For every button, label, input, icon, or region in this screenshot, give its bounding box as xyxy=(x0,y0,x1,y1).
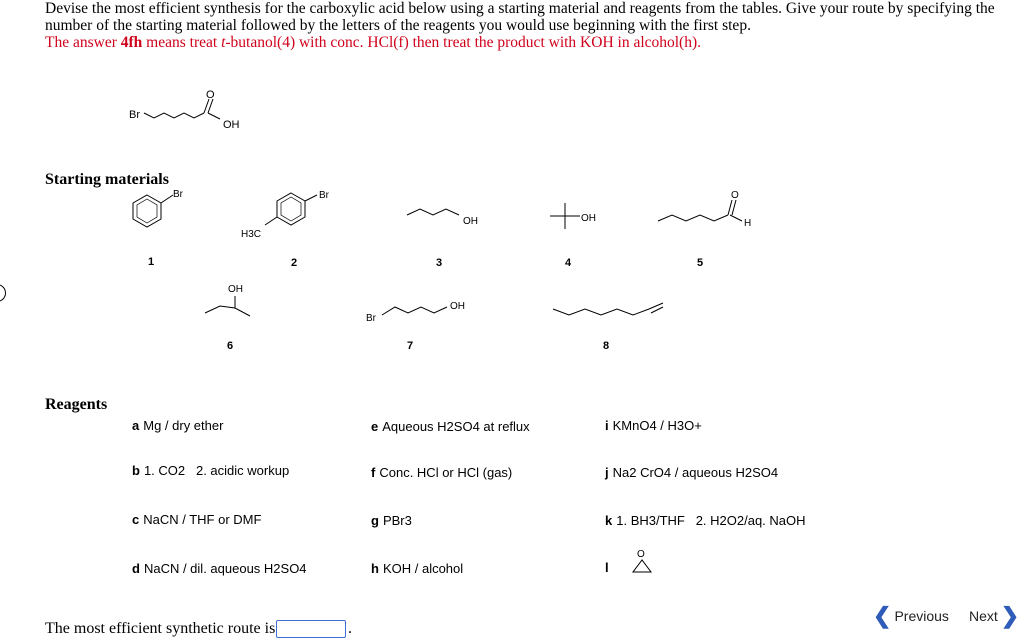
starting-materials-heading: Starting materials xyxy=(45,171,169,188)
previous-button[interactable] xyxy=(873,603,949,628)
sm3-oh-label: OH xyxy=(463,216,478,227)
reagent-d-text: NaCN / dil. aqueous H2SO4 xyxy=(143,561,307,576)
reagent-i-letter: i xyxy=(605,418,609,433)
reagent-l-letter: l xyxy=(605,560,609,575)
sm2-h3c-label: H3C xyxy=(241,229,262,240)
sm5-o-label: O xyxy=(731,190,739,201)
sm1-br-label: Br xyxy=(173,189,183,200)
answer-label: The most efficient synthetic route is xyxy=(45,620,276,637)
sm7-oh-label: OH xyxy=(450,301,465,312)
reagent-i-text: KMnO4 / H3O+ xyxy=(612,418,702,433)
reagent-g-text: PBr3 xyxy=(382,513,412,528)
example-prefix: The answer xyxy=(45,34,121,51)
reagent-c-text: NaCN / THF or DMF xyxy=(143,512,262,527)
question-prompt xyxy=(45,0,1005,51)
starting-material-5-number: 5 xyxy=(697,257,704,269)
starting-material-3-structure xyxy=(400,200,495,235)
starting-material-8-structure xyxy=(545,295,675,330)
reagent-b xyxy=(132,463,289,478)
reagent-h-text: KOH / alcohol xyxy=(382,561,464,576)
starting-material-2-structure xyxy=(235,185,345,245)
side-indicator xyxy=(0,284,6,302)
example-mid: means treat xyxy=(142,34,222,51)
example-suffix: -butanol(4) with conc. HCl(f) then treat the product with KOH in alcohol(h). xyxy=(225,34,702,51)
reagent-g-letter: g xyxy=(371,513,379,528)
starting-material-3-number: 3 xyxy=(436,257,443,269)
reagent-h xyxy=(371,561,463,576)
reagent-d-letter: d xyxy=(132,561,140,576)
example-italic: t xyxy=(221,34,226,51)
next-label: Next xyxy=(969,608,998,624)
target-molecule xyxy=(120,85,250,140)
reagent-k-text: 1. BH3/THF 2. H2O2/aq. NaOH xyxy=(616,513,806,528)
question-text: Devise the most efficient synthesis for the carboxylic acid below using a starting material and reagents from the tables. Give your route by specifying the number of the starting material followed by the letters of the reagents you would use beginning with the first step. xyxy=(45,0,995,34)
starting-material-1-number: 1 xyxy=(148,256,155,268)
reagents-heading: Reagents xyxy=(45,396,108,413)
previous-label: Previous xyxy=(894,608,949,624)
svg-text:O: O xyxy=(637,549,645,560)
reagent-j-letter: j xyxy=(605,465,609,480)
sm2-br-label: Br xyxy=(319,190,329,201)
reagent-a-letter: a xyxy=(132,418,140,433)
sm5-h-label: H xyxy=(744,218,752,229)
sm7-br-label: Br xyxy=(366,313,376,324)
starting-material-6-number: 6 xyxy=(227,340,234,352)
starting-material-1-structure xyxy=(125,185,185,235)
reagent-k xyxy=(605,513,806,528)
route-answer-input[interactable] xyxy=(276,620,346,638)
chevron-left-icon: ❮ xyxy=(873,603,892,628)
reagent-e xyxy=(371,419,530,434)
reagent-j xyxy=(605,465,778,480)
reagent-a-text: Mg / dry ether xyxy=(143,418,224,433)
reagent-j-text: Na2 CrO4 / aqueous H2SO4 xyxy=(612,465,779,480)
reagent-f-text: Conc. HCl or HCl (gas) xyxy=(379,465,513,480)
starting-material-7-structure xyxy=(360,295,480,330)
starting-material-4-structure xyxy=(535,195,605,240)
sm4-oh-label: OH xyxy=(581,213,596,224)
reagent-e-letter: e xyxy=(371,419,379,434)
reagent-c xyxy=(132,512,261,527)
starting-material-2-number: 2 xyxy=(291,257,298,269)
starting-material-7-number: 7 xyxy=(407,340,414,352)
reagent-a xyxy=(132,418,223,433)
target-o-label: O xyxy=(206,89,215,101)
reagent-d xyxy=(132,561,307,576)
starting-material-8-number: 8 xyxy=(603,340,610,352)
answer-period: . xyxy=(348,620,352,637)
starting-material-6-structure xyxy=(195,280,265,325)
target-oh-label: OH xyxy=(223,119,240,131)
reagent-e-text: Aqueous H2SO4 at reflux xyxy=(382,419,530,434)
reagent-f-letter: f xyxy=(371,465,376,480)
reagent-b-letter: b xyxy=(132,463,140,478)
example-answer-note xyxy=(45,34,1005,51)
reagent-h-letter: h xyxy=(371,561,379,576)
sm6-oh-label: OH xyxy=(228,284,243,295)
starting-material-4-number: 4 xyxy=(565,257,572,269)
reagent-k-letter: k xyxy=(605,513,613,528)
epoxide-icon xyxy=(628,546,656,576)
next-button[interactable] xyxy=(969,603,1020,628)
reagent-f xyxy=(371,465,512,480)
reagent-i xyxy=(605,418,702,433)
reagent-c-letter: c xyxy=(132,512,140,527)
example-code: 4fh xyxy=(120,34,143,51)
reagent-g xyxy=(371,513,412,528)
reagent-b-text: 1. CO2 2. acidic workup xyxy=(143,463,290,478)
starting-material-5-structure xyxy=(650,185,770,230)
reagent-l xyxy=(605,560,613,575)
target-br-label: Br xyxy=(129,109,140,121)
chevron-right-icon: ❯ xyxy=(1000,603,1020,628)
